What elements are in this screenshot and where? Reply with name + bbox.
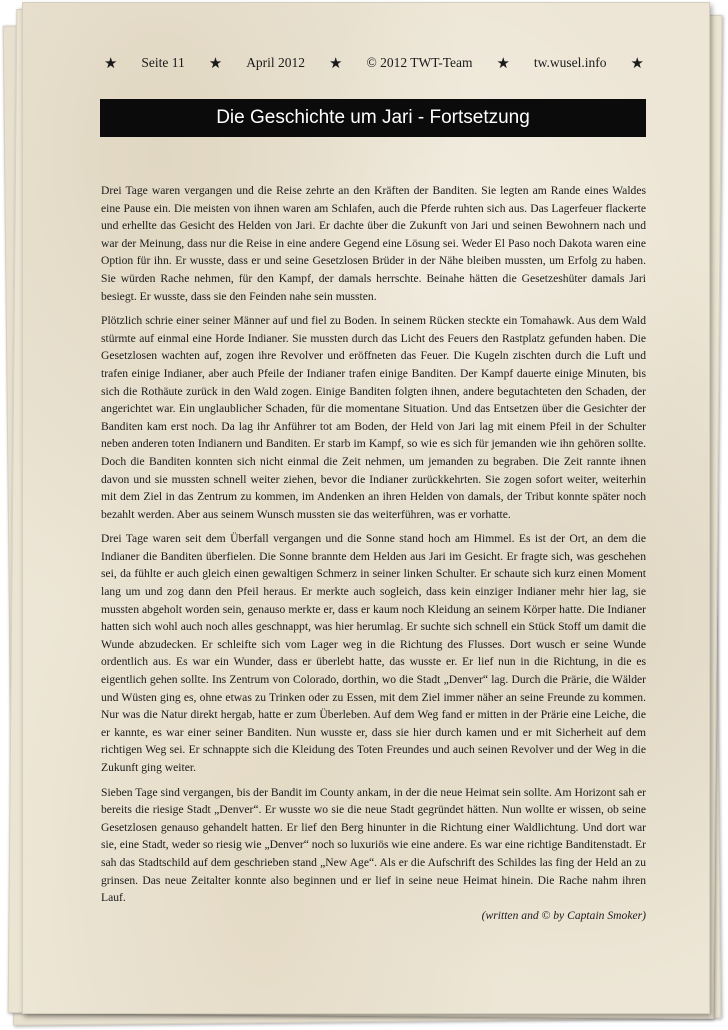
page-header bbox=[104, 52, 644, 74]
article-body bbox=[101, 182, 646, 931]
star-icon: ★ bbox=[630, 55, 644, 72]
article-paragraph: Sieben Tage sind vergangen, bis der Bandit im County ankam, in der die neue Heimat sein sollte. Am Horizont sah er bereits die riesige Stadt „Denver“. Er wusste wo sie die neue Stadt gegründet hätten. Nun wollte er wissen, ob seine Gesetzlosen genauso gehandelt hatten. Er lief den Berg hinunter in die Richtung einer Waldlichtung. Und dort war sie, eine Stadt, weder so riesig wie „Denver“ noch so luxuriös wie eine andere. Es war eine richtige Banditenstadt. Er sah das Stadtschild auf dem geschrieben stand „New Age“. Als er die Aufschrift des Schildes las fing der Held an zu grinsen. Das neue Zeitalter konnte also beginnen und er lief in seine neue Heimat hinein. Die Rache nahm ihren Lauf. bbox=[101, 785, 646, 905]
star-icon: ★ bbox=[496, 55, 510, 72]
star-icon: ★ bbox=[329, 55, 343, 72]
page-number: Seite 11 bbox=[141, 55, 185, 70]
website-link[interactable]: tw.wusel.info bbox=[533, 55, 607, 70]
issue-date: April 2012 bbox=[246, 55, 306, 70]
article-title: Die Geschichte um Jari - Fortsetzung bbox=[216, 107, 530, 128]
star-icon: ★ bbox=[104, 55, 118, 72]
copyright-notice: © 2012 TWT-Team bbox=[366, 55, 473, 70]
article-paragraph: Drei Tage waren seit dem Überfall vergangen und die Sonne stand hoch am Himmel. Es ist der Ort, an dem die Indianer die Banditen überfielen. Die Sonne brannte dem Helden aus Jari im Gesicht. Er fragte sich, was geschehen sei, da fühlte er auch gleich einen gewaltigen Schmerz in seiner linken Schulter. Er schaute sich kurz einen Moment lang um und zog dann den Pfeil heraus. Er merkte auch sogleich, dass kein einziger Indianer mehr hier lag, sie mussten abgeholt worden sein, genauso merkte er, dass er kaum noch Kleidung an seinem Körper hatte. Die Indianer hatten sich wohl auch noch alles geschnappt, was hier herumlag. Er suchte sich schnell ein Stück Stoff um damit die Wunde abzudecken. Er schleifte sich vom Lager weg in die Richtung des Flusses. Dort wusch er seine Wunde ordentlich aus. Es war ein Wunder, dass er überlebt hatte, das wusste er. Er lief nun in die Richtung, in die es eigentlich gehen sollte. Ins Zentrum von Colorado, dorthin, wo die Stadt „Denver“ lag. Durch die Prärie, die Wälder und Wüsten ging es, ohne etwas zu Trinken oder zu Essen, mit dem Ziel immer näher an seine Freunde zu kommen. Nur was die Natur direkt hergab, hatte er zum Überleben. Auf dem Weg fand er mitten in der Prärie eine Leiche, die er kannte, es war einer seiner Banditen. Nun wusste er, dass sie hier durch kamen und er mit Sicherheit auf dem richtigen Weg sei. Er schnappte sich die Kleidung des Toten Freundes und auch seinen Revolver und der Weg in die Zukunft ging weiter. bbox=[101, 532, 646, 774]
author-credit: (written and © by Captain Smoker) bbox=[481, 908, 646, 922]
article-paragraph: Drei Tage waren vergangen und die Reise zehrte an den Kräften der Banditen. Sie legten am Rande eines Waldes eine Pause ein. Die meisten von ihnen waren am Schlafen, auch die Pferde ruhten sich aus. Das Lagerfeuer flackerte und erhellte das Gesicht des Helden von Jari. Er dachte über die Zukunft von Jari und seinen Bewohnern nach und war der Meinung, dass nur die Reise in eine andere Gegend eine Lösung sei. Weder El Paso noch Dakota waren eine Option für ihn. Er wusste, dass er und seine Gesetzlosen Brüder in der Nähe bleiben mussten, um Erfolg zu haben. Sie würden Rache nehmen, für den Kampf, der damals herrschte. Beinahe hätten die Gesetzeshüter damals Jari besiegt. Er wusste, dass sie den Feinden nahe sein mussten. bbox=[101, 184, 646, 303]
star-icon: ★ bbox=[208, 55, 223, 72]
article-title-bar bbox=[100, 99, 646, 137]
article-paragraph: Plötzlich schrie einer seiner Männer auf und fiel zu Boden. In seinem Rücken steckte ein Tomahawk. Aus dem Wald stürmte auf einmal eine Horde Indianer. Sie mussten durch das Licht des Feuers den Rastplatz gefunden haben. Die Gesetzlosen wachten auf, zogen ihre Revolver und eröffneten das Feuer. Die Kugeln zischten durch die Luft und trafen einige Indianer, aber auch Pfeile der Indianer trafen einige Banditen. Der Kampf dauerte einige Minuten, bis sich die Rothäute zurück in den Wald zogen. Einige Banditen folgten ihnen, andere begutachteten den Schaden, der angerichtet war. Ein unglaublicher Schaden, für die momentane Situation. Und das Entsetzen über die Gesichter der Banditen kam erst noch. Da lag ihr Anführer tot am Boden, der Held von Jari lag mit einem Pfeil in der Schulter neben anderen toten Indianern und Banditen. Er starb im Kampf, so wie es sich für jemanden wie ihn gehören sollte. Doch die Banditen konnten sich nicht einmal die Zeit nehmen, um jemanden zu begraben. Die Zeit rannte ihnen davon und sie mussten schnell weiter ziehen, bevor die Indianer zurückkehrten. Sie zogen sofort weiter, weiterhin mit dem Ziel in das Zentrum zu kommen, im Andenken an ihren Helden von damals, der Tribut konnte später noch bezahlt werden. Aber aus seinem Wunsch mussten sie das weiterführen, was er vorhatte. bbox=[101, 314, 646, 521]
